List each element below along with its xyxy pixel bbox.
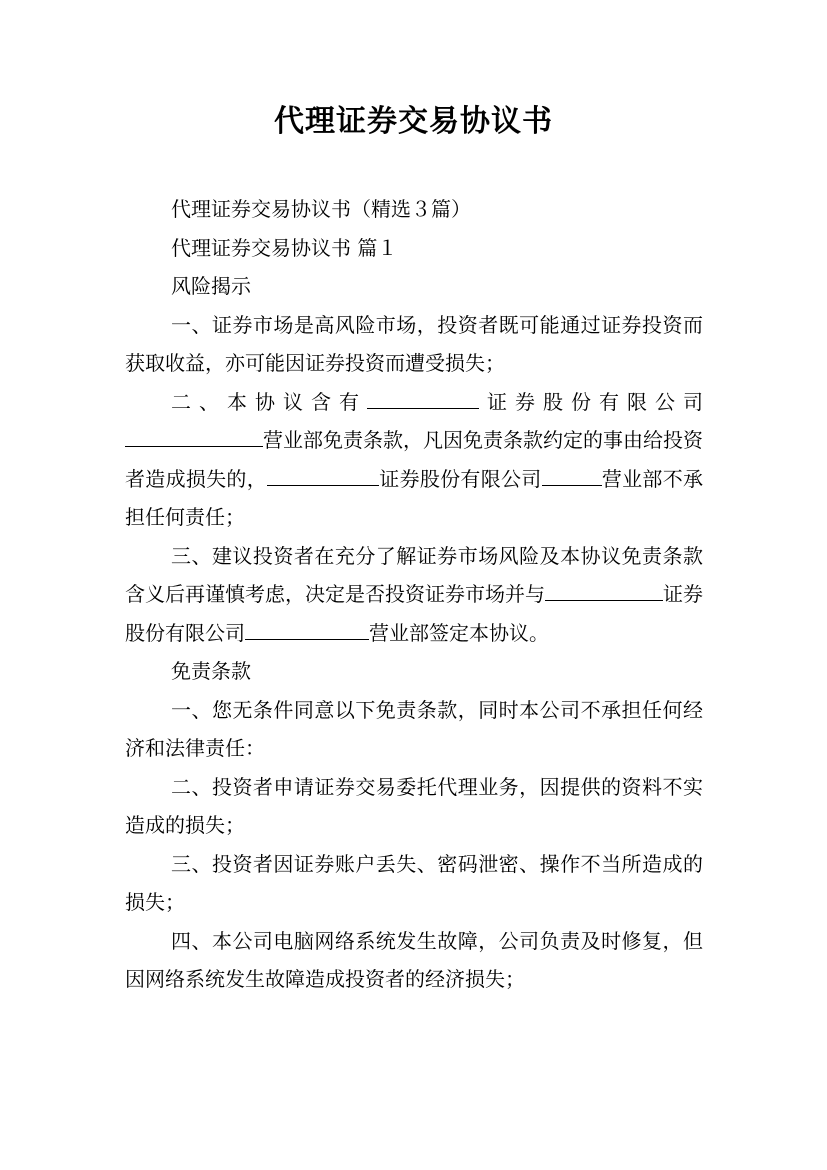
fill-blank xyxy=(267,467,379,486)
fill-blank xyxy=(367,390,479,409)
clause-item-2: 二、投资者申请证券交易委托代理业务，因提供的资料不实造成的损失； xyxy=(125,774,703,837)
document-body xyxy=(125,190,703,999)
clause-item-1: 一、您无条件同意以下免责条款，同时本公司不承担任何经济和法律责任： xyxy=(125,697,703,760)
risk-item-2-text-b: 证券股份有限公司 xyxy=(479,389,703,414)
disclaimer-heading: 免责条款 xyxy=(171,659,251,683)
risk-item-2-text-e: 营业部不承担任何责任； xyxy=(125,466,704,529)
fill-blank xyxy=(125,428,263,447)
risk-item-2-text-a: 二、本协议含有 xyxy=(171,389,367,414)
clause-item-4: 四、本公司电脑网络系统发生故障，公司负责及时修复，但因网络系统发生故障造成投资者的经济损失； xyxy=(125,928,703,991)
clause-item-3: 三、投资者因证券账户丢失、密码泄密、操作不当所造成的损失； xyxy=(125,851,703,914)
section-heading: 代理证券交易协议书 篇１ xyxy=(171,235,398,260)
fill-blank xyxy=(245,621,369,640)
risk-item-2-text-c: 营业部免责条款，凡因免责条款约定的事由给投资者造成损失的， xyxy=(125,428,703,491)
risk-item-1: 一、证券市场是高风险市场，投资者既可能通过证券投资而获取收益，亦可能因证券投资而遭受损失； xyxy=(125,312,703,375)
risk-item-2-text-d: 证券股份有限公司 xyxy=(379,466,542,491)
risk-item-3-text-a: 三、建议投资者在充分了解证券市场风险及本协议免责条款含义后再谨慎考虑，决定是否投资证券市场并与 xyxy=(125,543,703,606)
fill-blank xyxy=(545,582,663,601)
risk-heading: 风险揭示 xyxy=(171,274,251,298)
risk-item-3-text-c: 营业部签定本协议。 xyxy=(369,620,549,645)
risk-item-3 xyxy=(125,537,703,653)
fill-blank xyxy=(542,467,602,486)
document-title: 代理证券交易协议书 xyxy=(274,104,553,139)
risk-item-2 xyxy=(125,383,703,537)
risk-item-3-text-b: 证券股份有限公司 xyxy=(125,582,703,645)
document-subtitle: 代理证券交易协议书（精选３篇） xyxy=(171,197,471,221)
